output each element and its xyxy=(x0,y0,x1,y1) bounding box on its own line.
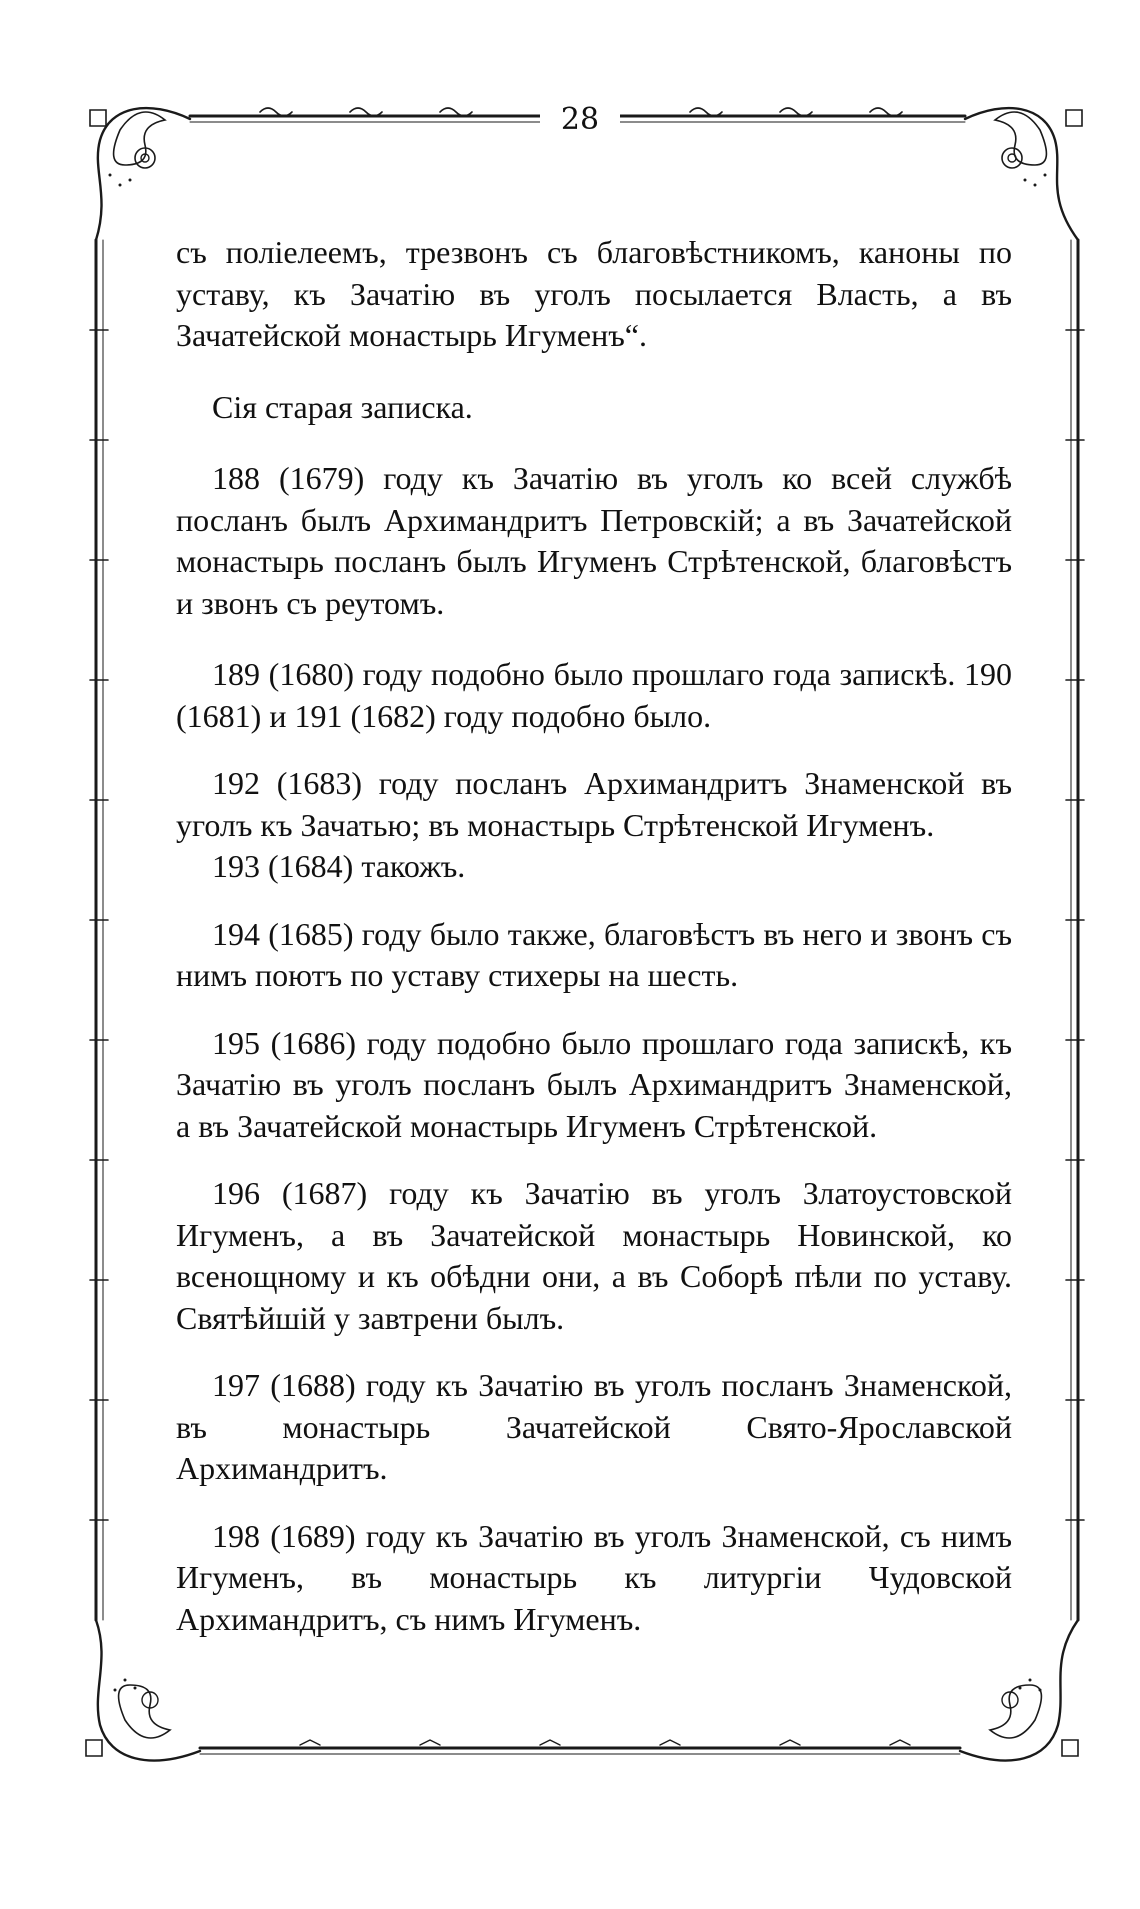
paragraph: съ поліелеемъ, трезвонъ съ благовѣстникомъ, каноны по уставу, къ Зачатію въ уголъ посылается Власть, а въ Зачатейской монастырь Игуменъ“. xyxy=(176,234,1012,353)
paragraph: 196 (1687) году къ Зачатію въ уголъ Златоустовской Игуменъ, а въ Зачатейской монастырь Новинской, ко всенощному и къ обѣдни они, а въ Соборѣ пѣли по уставу. Святѣйшій у завтрени былъ. xyxy=(176,1175,1012,1336)
paragraph: 195 (1686) году подобно было прошлаго года запискѣ, къ Зачатію въ уголъ посланъ былъ Архимандритъ Знаменской, а въ Зачатейской монастырь Игуменъ Стрѣтенской. xyxy=(176,1024,1012,1144)
paragraph: 194 (1685) году было также, благовѣстъ въ него и звонъ съ нимъ поютъ по уставу стихеры на шесть. xyxy=(176,915,1012,993)
paragraph: 192 (1683) году посланъ Архимандритъ Знаменской въ уголъ къ Зачатью; въ монастырь Стрѣтенской Игуменъ. xyxy=(176,765,1012,843)
paragraph: Сія старая записка. xyxy=(212,388,473,425)
paragraph: 193 (1684) такожъ. xyxy=(212,848,466,884)
body-text xyxy=(176,232,1012,1640)
page-number: 28 xyxy=(540,100,620,140)
paragraph: 197 (1688) году къ Зачатію въ уголъ посланъ Знаменской, въ монастырь Зачатейской Свято-Ярославской Архимандритъ. xyxy=(176,1367,1012,1486)
paragraph: 189 (1680) году подобно было прошлаго года запискѣ. 190 (1681) и 191 (1682) году подобно было. xyxy=(176,656,1012,734)
paragraph: 198 (1689) году къ Зачатію въ уголъ Знаменской, съ нимъ Игуменъ, въ монастырь къ литургіи Чудовской Архимандритъ, съ нимъ Игуменъ. xyxy=(176,1517,1012,1637)
paragraph: 188 (1679) году къ Зачатію въ уголъ ко всей службѣ посланъ былъ Архимандритъ Петровскій; а въ Зачатейской монастырь посланъ былъ Игуменъ Стрѣтенской, благовѣстъ и звонъ съ реутомъ. xyxy=(176,460,1012,621)
